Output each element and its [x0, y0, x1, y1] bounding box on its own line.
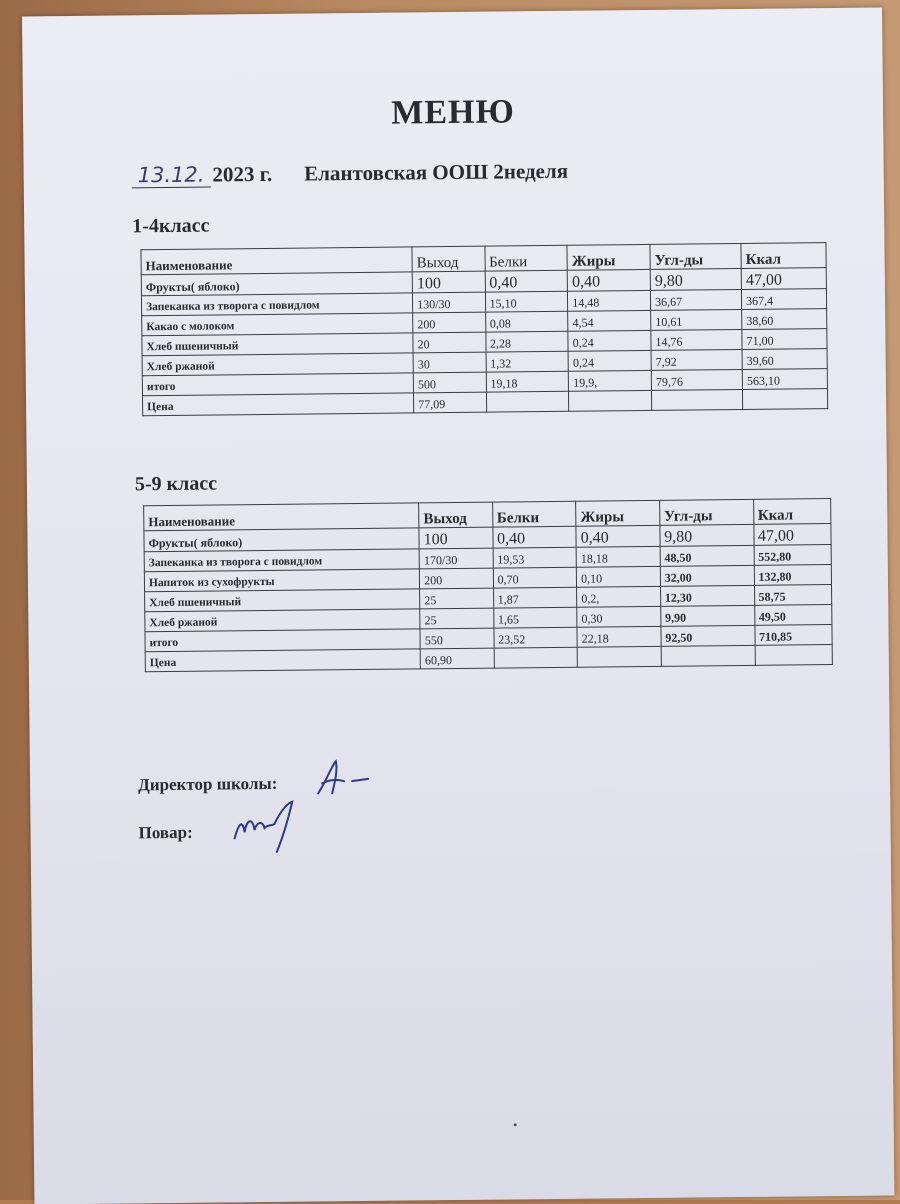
cook-label: Повар:	[138, 822, 193, 843]
cell-carbs: 9,80	[660, 524, 754, 546]
cell-price-label: Цена	[143, 393, 414, 416]
cell-carbs: 9,90	[660, 605, 754, 626]
cell-empty	[743, 389, 828, 410]
cell-empty	[577, 646, 661, 667]
cell-proteins: 0,40	[485, 270, 568, 292]
menu-table-1-4	[140, 242, 828, 416]
director-signature	[312, 757, 382, 802]
cell-fats: 0,40	[567, 269, 650, 291]
cell-output: 500	[413, 372, 486, 393]
cell-fats: 0,2,	[577, 586, 661, 607]
date-school-line	[132, 159, 569, 189]
cell-kcal: 47,00	[753, 524, 831, 546]
cell-kcal: 47,00	[741, 268, 826, 290]
cell-carbs: 12,30	[660, 585, 754, 606]
cell-output: 130/30	[413, 292, 486, 313]
cell-price-label: Цена	[145, 649, 420, 672]
cell-proteins: 15,10	[485, 291, 568, 312]
cell-output: 30	[413, 352, 486, 373]
cell-proteins: 0,08	[485, 311, 568, 332]
cell-proteins: 2,28	[485, 331, 568, 352]
cell-output: 170/30	[419, 548, 493, 569]
cell-name: Запеканка из творога с повидлом	[144, 549, 419, 572]
cell-fats: 14,48	[568, 290, 651, 311]
cell-carbs: 10,61	[651, 309, 742, 330]
cell-kcal: 132,80	[754, 565, 832, 586]
col-header-proteins: Белки	[492, 501, 576, 527]
cell-proteins: 1,65	[493, 607, 577, 628]
col-header-kcal: Ккал	[741, 243, 826, 269]
cell-name: Хлеб пшеничный	[142, 333, 413, 356]
section-label-5-9: 5-9 класс	[134, 472, 218, 496]
cell-output: 25	[420, 608, 494, 629]
cell-proteins: 0,70	[493, 567, 577, 588]
col-header-name: Наименование	[144, 503, 419, 531]
cell-carbs: 79,76	[651, 369, 742, 390]
date-year: 2023 г.	[212, 161, 273, 187]
school-name: Елантовская ООШ 2неделя	[304, 158, 569, 186]
cell-fats: 0,30	[577, 606, 661, 627]
col-header-output: Выход	[419, 502, 493, 528]
cell-carbs: 32,00	[660, 565, 754, 586]
section-label-1-4: 1-4класс	[132, 214, 210, 238]
cell-kcal: 49,50	[754, 605, 832, 626]
cell-empty	[755, 645, 833, 666]
cell-proteins: 23,52	[494, 627, 578, 648]
cell-proteins: 1,87	[493, 587, 577, 608]
cell-empty	[494, 647, 578, 668]
cell-price-value: 77,09	[414, 392, 487, 413]
cell-name: Фрукты( яблоко)	[141, 272, 412, 296]
cell-fats: 0,10	[576, 566, 660, 587]
cell-output: 20	[413, 332, 486, 353]
cell-kcal: 563,10	[742, 369, 827, 390]
cell-kcal: 58,75	[754, 585, 832, 606]
col-header-proteins: Белки	[484, 245, 567, 271]
cell-proteins: 19,53	[493, 547, 577, 568]
cell-fats: 18,18	[576, 546, 660, 567]
paper-speck	[514, 1123, 517, 1126]
cell-fats: 19,9,	[569, 370, 652, 391]
cell-proteins: 19,18	[486, 371, 569, 392]
menu-table-5-9	[143, 498, 833, 672]
cell-kcal: 552,80	[754, 545, 832, 566]
cell-output: 550	[420, 628, 494, 649]
cell-output: 200	[420, 568, 494, 589]
cell-carbs: 36,67	[650, 289, 741, 310]
cell-name: Напиток из сухофрукты	[144, 569, 419, 592]
cell-fats: 22,18	[577, 626, 661, 647]
cell-output: 25	[420, 588, 494, 609]
page-title: МЕНЮ	[391, 93, 515, 132]
cell-proteins: 1,32	[486, 351, 569, 372]
cell-kcal: 71,00	[742, 329, 827, 350]
cell-carbs: 92,50	[661, 625, 755, 646]
cell-name: Хлеб ржаной	[145, 609, 420, 632]
cell-empty	[661, 645, 755, 666]
cell-empty	[652, 389, 743, 410]
cell-carbs: 7,92	[651, 349, 742, 370]
cell-name: Какао с молоком	[142, 313, 413, 336]
handwritten-date: 13.12.	[132, 163, 211, 189]
cell-fats: 0,24	[568, 330, 651, 351]
col-header-kcal: Ккал	[753, 499, 831, 525]
cell-name: итого	[145, 629, 420, 652]
cell-output: 200	[413, 312, 486, 333]
cell-kcal: 710,85	[754, 625, 832, 646]
cell-proteins: 0,40	[492, 526, 576, 548]
cell-name: Хлеб пшеничный	[145, 589, 420, 612]
cell-empty	[569, 390, 652, 411]
cook-signature	[226, 797, 317, 858]
cell-carbs: 14,76	[651, 329, 742, 350]
cell-price-value: 60,90	[420, 648, 494, 669]
cell-fats: 0,40	[576, 525, 660, 547]
col-header-carbs: Угл-ды	[650, 243, 741, 269]
cell-kcal: 39,60	[742, 349, 827, 370]
cell-kcal: 38,60	[742, 309, 827, 330]
cell-fats: 0,24	[568, 350, 651, 371]
cell-output: 100	[412, 271, 485, 293]
cell-name: Запеканка из творога с повидлом	[141, 293, 412, 316]
cell-name: итого	[142, 373, 413, 396]
cell-carbs: 48,50	[660, 545, 754, 566]
col-header-fats: Жиры	[567, 244, 650, 270]
cell-name: Фрукты( яблоко)	[144, 528, 419, 552]
col-header-carbs: Угл-ды	[659, 499, 753, 525]
cell-fats: 4,54	[568, 310, 651, 331]
cell-name: Хлеб ржаной	[142, 353, 413, 376]
cell-output: 100	[419, 527, 493, 549]
menu-sheet	[22, 7, 894, 1204]
cell-kcal: 367,4	[742, 289, 827, 310]
col-header-name: Наименование	[141, 247, 412, 275]
cell-carbs: 9,80	[650, 268, 741, 290]
director-label: Директор школы:	[137, 773, 278, 795]
col-header-fats: Жиры	[576, 500, 660, 526]
col-header-output: Выход	[412, 246, 485, 272]
cell-empty	[486, 391, 569, 412]
